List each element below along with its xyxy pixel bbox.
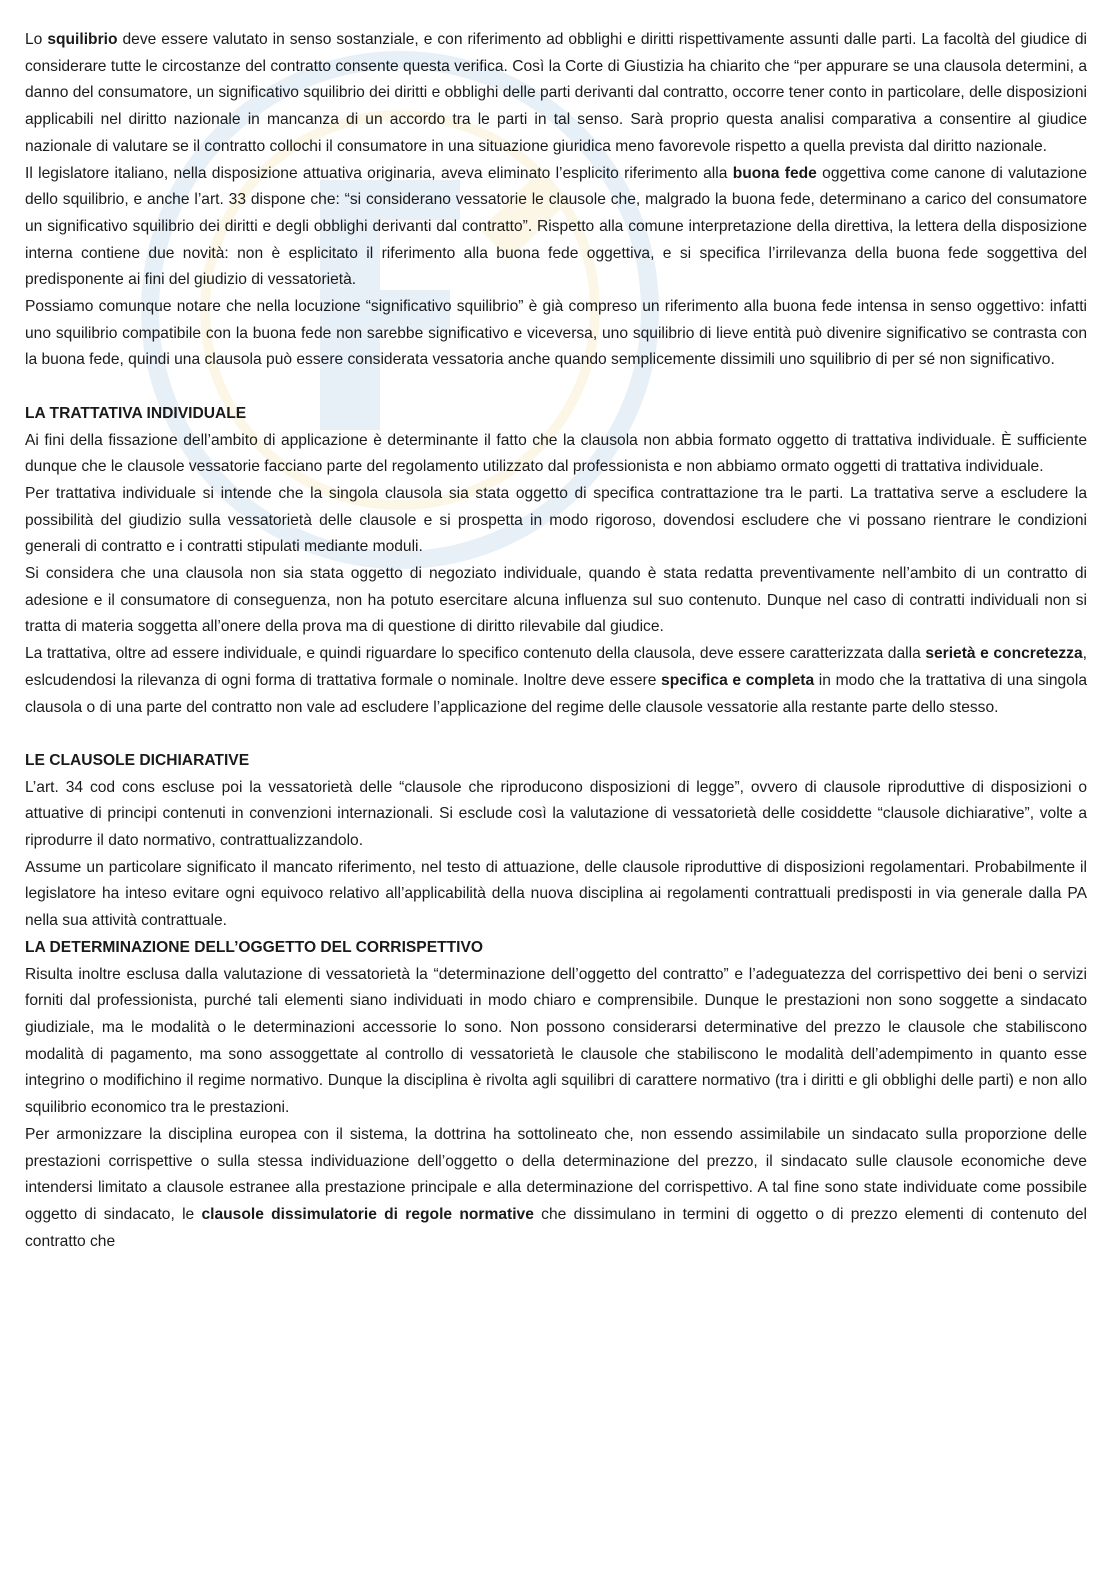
paragraph: Per armonizzare la disciplina europea con il sistema, la dottrina ha sottolineato che, non essendo assimilabile un sindacato sulla proporzione delle prestazioni corrispettive o sulla stessa individuazione dell’oggetto o della determinazione del prezzo, il sindacato sulle clausole economiche deve intendersi limitato a clausole estranee alla prestazione principale e alla determinazione del corrispettivo. A tal fine sono state individuate come possibile oggetto di sindacato, le clausole dissimulatorie di regole normative che dissimulano in termini di oggetto o di prezzo elementi di contenuto del contratto che — [25, 1125, 1087, 1250]
paragraph: Possiamo comunque notare che nella locuzione “significativo squilibrio” è già compreso un riferimento alla buona fede intensa in senso oggettivo: infatti uno squilibrio compatibile con la buona fede non sarebbe significativo e viceversa, uno squilibrio di lieve entità può divenire significativo se contrasta con la buona fede, quindi una clausola può essere considerata vessatoria anche quando semplicemente dissimili uno squilibrio di per sé non significativo. — [25, 298, 1087, 369]
section-heading: LA TRATTATIVA INDIVIDUALE — [25, 404, 247, 422]
paragraph: Si considera che una clausola non sia stata oggetto di negoziato individuale, quando è stata redatta preventivamente nell’ambito di un contratto di adesione e il consumatore di conseguenza, non ha potuto esercitare alcuna influenza sul suo contenuto. Dunque nel caso di contratti individuali non si tratta di materia soggetta all’onere della prova ma di questione di diritto rilevabile dal giudice. — [25, 565, 1087, 636]
paragraph: Ai fini della fissazione dell’ambito di applicazione è determinante il fatto che la clausola non abbia formato oggetto di trattativa individuale. È sufficiente dunque che le clausole vessatorie facciano parte del regolamento utilizzato dal professionista e non abbiamo ormato oggetti di trattativa individuale. — [25, 431, 1087, 476]
paragraph: Assume un particolare significato il mancato riferimento, nel testo di attuazione, delle clausole riproduttive di disposizioni regolamentari. Probabilmente il legislatore ha inteso evitare ogni equivoco relativo all’applicabilità della nuova disciplina ai regolamenti contrattuali predisposti in via generale dalla PA nella sua attività contrattuale. — [25, 858, 1087, 930]
bold-term: squilibrio — [47, 31, 118, 48]
paragraph: Lo squilibrio deve essere valutato in senso sostanziale, e con riferimento ad obblighi e diritti rispettivamente assunti dalle parti. La facoltà del giudice di considerare tutte le circostanze del contratto consente questa verifica. Così la Corte di Giustizia ha chiarito che “per appurare se una clausola determini, a danno del consumatore, un significativo squilibrio dei diritti e obblighi delle parti derivanti dal contratto, occorre tener conto in particolare, delle disposizioni applicabili nel diritto nazionale in mancanza di un accordo tra le parti in tal senso. Sarà proprio questa analisi comparativa a consentire al giudice nazionale di valutare se il contratto collochi il consumatore in una situazione giuridica meno favorevole rispetto a quella prevista dal diritto nazionale. — [25, 31, 1087, 155]
paragraph: La trattativa, oltre ad essere individuale, e quindi riguardare lo specifico contenuto della clausola, deve essere caratterizzata dalla serietà e concretezza, eslcudendosi la rilevanza di ogni forma di trattativa formale o nominale. Inoltre deve essere specifica e completa in modo che la trattativa di una singola clausola o di una parte del contratto non vale ad escludere l’applicazione del regime delle clausole vessatorie alla restante parte dello stesso. — [25, 645, 1087, 716]
paragraph: L’art. 34 cod cons escluse poi la vessatorietà delle “clausole che riproducono disposizioni di legge”, ovvero di clausole riproduttive di disposizioni o attuative di principi contenuti in convenzioni internazionali. Si esclude così la valutazione di vessatorietà delle cosiddette “clausole dichiarative”, volte a riprodurre il dato normativo, contrattualizzandolo. — [25, 778, 1087, 850]
section-heading: LE CLAUSOLE DICHIARATIVE — [25, 751, 250, 769]
section-heading: LA DETERMINAZIONE DELL’OGGETTO DEL CORRISPETTIVO — [25, 938, 484, 956]
bold-term: clausole dissimulatorie di regole normative — [201, 1205, 534, 1223]
bold-term: specifica e completa — [661, 671, 815, 689]
bold-term: serietà e concretezza — [925, 645, 1083, 663]
document-body — [25, 27, 1087, 1255]
paragraph: Per trattativa individuale si intende che la singola clausola sia stata oggetto di specifica contrattazione tra le parti. La trattativa serve a escludere la possibilità del giudizio sulla vessatorietà delle clausole e si prospetta in modo rigoroso, dovendosi escludere che vi possano rientrare le condizioni generali di contratto e i contratti stipulati mediante moduli. — [25, 484, 1087, 556]
bold-term: buona fede — [732, 164, 817, 182]
paragraph: Il legislatore italiano, nella disposizione attuativa originaria, aveva eliminato l’esplicito riferimento alla buona fede oggettiva come canone di valutazione dello squilibrio, e anche l’art. 33 dispone che: “si considerano vessatorie le clausole che, malgrado la buona fede, determinano a carico del consumatore un significativo squilibrio dei diritti e degli obblighi derivanti dal contratto”. Rispetto alla comune interpretazione della direttiva, la lettera della disposizione interna contiene due novità: non è esplicitato il riferimento alla buona fede oggettiva, e si specifica l’irrilevanza della buona fede soggettiva del predisponente ai fini del giudizio di vessatorietà. — [25, 164, 1087, 289]
paragraph: Risulta inoltre esclusa dalla valutazione di vessatorietà la “determinazione dell’oggetto del contratto” e l’adeguatezza del corrispettivo dei beni o servizi forniti dal professionista, purché tali elementi siano individuati in modo chiaro e comprensibile. Dunque le prestazioni non sono soggette a sindacato giudiziale, ma le modalità o le determinazioni accessorie lo sono. Non possono considerarsi determinative del prezzo le clausole che stabiliscono modalità di pagamento, ma sono assoggettate al controllo di vessatorietà le clausole che stabiliscono le modalità dell’adempimento in quanto esse integrino o modifichino il regime normativo. Dunque la disciplina è rivolta agli squilibri di carattere normativo (tra i diritti e gli obblighi delle parti) e non allo squilibrio economico tra le prestazioni. — [25, 965, 1087, 1117]
